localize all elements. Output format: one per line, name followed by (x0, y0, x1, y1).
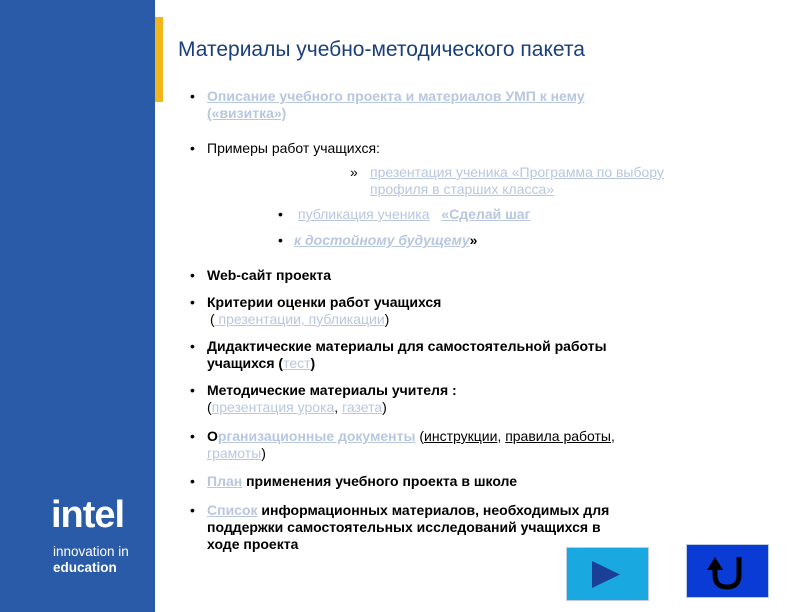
item-methodical (207, 382, 457, 416)
methodical-text: Методические материалы учителя : (207, 382, 457, 398)
criteria-text: Критерии оценки работ учащихся (207, 294, 442, 310)
logo-wordmark: intel (51, 494, 125, 536)
logo-tagline-1: innovation in (53, 544, 129, 559)
org-first-letter: О (207, 428, 218, 444)
item-plan (207, 473, 517, 490)
separator: , (497, 428, 506, 444)
bullet: • (278, 232, 283, 248)
bullet: • (190, 140, 195, 156)
bullet: • (190, 294, 195, 310)
paren-close: ) (382, 399, 387, 415)
play-icon (567, 548, 648, 600)
lesson-presentation-link[interactable]: презентация урока (211, 399, 335, 415)
test-link[interactable]: тест (283, 355, 311, 371)
publication-title-link-cont[interactable]: к достойному будущему (294, 232, 470, 248)
return-button[interactable] (686, 544, 769, 598)
paren-open: ( (210, 311, 215, 327)
sub-marker: » (350, 164, 358, 180)
description-link-line2[interactable]: («визитка») (207, 105, 287, 121)
separator: , (611, 428, 615, 444)
item-publication-continued[interactable] (294, 232, 477, 249)
page-title: Материалы учебно-методического пакета (178, 38, 585, 61)
bullet: • (190, 502, 195, 518)
item-student-work: Примеры работ учащихся: (207, 140, 380, 156)
newspaper-link[interactable]: газета (342, 399, 383, 415)
publication-title-link[interactable]: «Сделай шаг (441, 206, 531, 222)
quote-close: » (469, 232, 478, 248)
org-documents-link[interactable]: рганизационные документы (217, 428, 416, 444)
list-text-2: поддержки самостоятельных исследований учащихся в (207, 519, 601, 535)
work-rules-link[interactable]: правила работы (505, 428, 611, 444)
intel-logo (51, 494, 175, 575)
paren-open: ( (207, 399, 212, 415)
presentation-link-line2[interactable]: профиля в старших класса» (370, 181, 555, 197)
item-organizational (207, 428, 615, 462)
paren-open: ( (415, 428, 425, 444)
didactic-text-2: учащихся ( (207, 355, 284, 371)
item-didactic (207, 338, 607, 372)
accent-bar (155, 17, 163, 102)
paren-close: ) (384, 311, 390, 327)
item-website[interactable]: Web-сайт проекта (207, 267, 332, 283)
paren-close: ) (261, 445, 266, 461)
publication-link[interactable]: публикация ученика (298, 206, 430, 222)
instructions-link[interactable]: инструкции (424, 428, 498, 444)
description-link-line1[interactable]: Описание учебного проекта и материалов УМП к нему (207, 88, 585, 104)
presentation-link-line1[interactable]: презентация ученика «Программа по выбору (370, 164, 664, 180)
bullet: • (190, 473, 195, 489)
bullet: • (190, 428, 195, 444)
item-student-presentation[interactable] (370, 164, 664, 198)
certificates-link[interactable]: грамоты (207, 445, 262, 461)
bullet: • (278, 206, 283, 222)
item-student-publication[interactable] (298, 206, 530, 223)
play-button[interactable] (566, 547, 649, 601)
criteria-link[interactable]: презентации, публикации (214, 311, 385, 327)
item-list (207, 502, 609, 553)
logo-tagline-2: education (53, 560, 117, 575)
bullet: • (190, 338, 195, 354)
trademark-mark: ® (169, 520, 175, 527)
item-description[interactable] (207, 88, 585, 122)
separator: , (334, 399, 343, 415)
list-text-1: информационных материалов, необходимых для (257, 502, 610, 518)
return-arrow-icon (687, 545, 768, 597)
plan-link[interactable]: План (207, 473, 243, 489)
bullet: • (190, 267, 195, 283)
plan-text: применения учебного проекта в школе (242, 473, 518, 489)
item-criteria (207, 294, 441, 328)
bullet: • (190, 88, 195, 104)
bullet: • (190, 382, 195, 398)
list-link[interactable]: Список (207, 502, 258, 518)
list-text-3: ходе проекта (207, 536, 299, 552)
didactic-text: Дидактические материалы для самостоятельной работы (207, 338, 607, 354)
paren-close: ) (310, 355, 316, 371)
